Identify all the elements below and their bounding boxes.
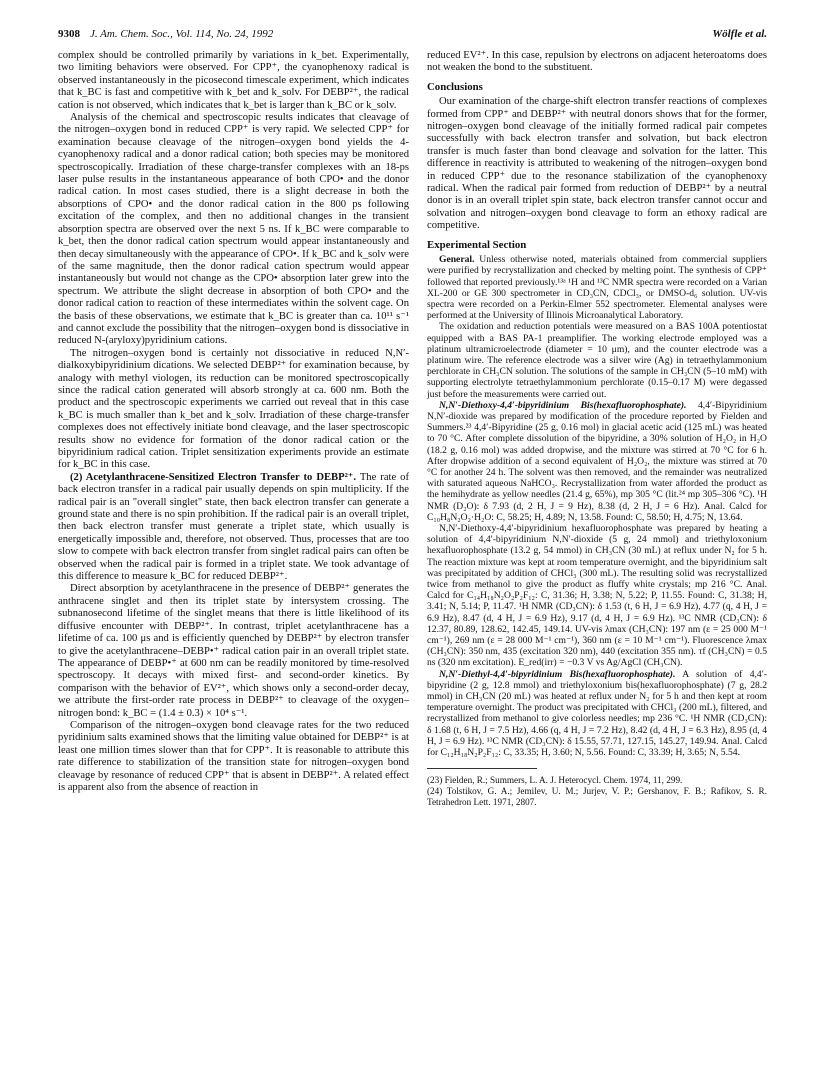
- section-heading-experimental: Experimental Section: [427, 238, 527, 251]
- paragraph: Our examination of the charge-shift electron transfer reactions of complexes formed from CPP⁺ and DEBP²⁺ with neutral donors shows that for the former, nitrogen–oxygen bond cleavage of the initially formed radical pair competes successfully with back electron transfer and solvation, but back electron transfer is much faster than bond cleavage and solvation for the latter. This difference in reactivity is attributed to weakening of the nitrogen–oxygen bond in reduced CPP⁺ due to the resonance stabilization of the cyanophenoxy radical. When the radical pair formed from reduction of DEBP²⁺ by a neutral donor is in an overall triplet spin state, back electron transfer cannot occur and solvation and nitrogen–oxygen bond cleavage to form an ethoxy radical are competitive.: [427, 96, 767, 232]
- experimental-body: [427, 254, 767, 758]
- paragraph: Comparison of the nitrogen–oxygen bond cleavage rates for the two reduced pyridinium salts examined shows that the limiting value obtained for DEBP²⁺ is at least one million times slower than that for CPP⁺. It is reasonable to attribute this rate difference to stabilization of the transition state for nitrogen–oxygen bond cleavage by resonance of reduced CPP⁺ that is absent in DEBP²⁺. A related effect is apparent also from the absence of reaction in: [58, 719, 409, 793]
- paragraph-text: 4,4′-Bipyridinium N,N′-dioxide was prepared by modification of the procedure reported by Fielden and Summers.²³ 4,4′-Bipyridine (25 g, 0.16 mol) in glacial acetic acid (125 mL) was heated to 70 °C. After complete dissolution of the bipyridine, a 30% solution of H₂O₂ in H₂O (18.2 g, 0.16 mol) was added dropwise, and the mixture was stirred at 70 °C for 6 h. After dropwise addition of a second equivalent of H₂O₂, the mixture was stirred at 70 °C for another 24 h. The solvent was then removed, and the remainder was neutralized with saturated aqueous NaHCO₃. Recrystallization from water afforded the product as the hemihydrate as yellow needles (21.4 g, 65%), mp 305 °C (lit.²⁴ mp 305–306 °C). ¹H NMR (D₂O): δ 7.93 (d, 2 H, J = 9 Hz), 8.38 (d, 2 H, J = 6 Hz). Anal. Calcd for C₁₀H₈N₂O₂·H₂O: C, 58.25; H, 4.89; N, 13.58. Found: C, 58.50; H, 4.75; N, 13.64.: [427, 399, 767, 523]
- runin-heading: N,N′-Diethyl-4,4′-bipyridinium Bis(hexafluorophosphate).: [439, 668, 676, 680]
- paragraph: The nitrogen–oxygen bond is certainly not dissociative in reduced N,N′-dialkoxybipyridinium dications. We selected DEBP²⁺ for examination because, by analogy with methyl viologen, its reduction can be monitored spectroscopically since the radical cation generated will absorb strongly at ca. 600 nm. Both the product and the spectroscopic experiments we carried out reveal that in this case k_BC is much smaller than k_bet and k_solv. Irradiation of these charge-transfer complexes does not effectively initiate bond cleavage, and the laser spectroscopic results show no evidence for formation of the donor radical cation or the bipyridinium radical cation. Triplet sensitization experiments provide an estimate for k_BC in this case.: [58, 347, 409, 471]
- journal-citation: J. Am. Chem. Soc., Vol. 114, No. 24, 1992: [90, 28, 274, 40]
- paragraph: [427, 669, 767, 759]
- paragraph-text: Unless otherwise noted, materials obtained from commercial suppliers were purified by recrystallization and checked by melting point. The synthesis of CPP⁺ followed that reported previously.¹³ᵃ ¹H and ¹³C NMR spectra were recorded on a Varian XL-200 or GE 300 spectrometer in CD₃CN, CDCl₃, or DMSO-d₆ solution. UV-vis spectra were recorded on a Perkin-Elmer 552 spectrometer. Elemental analyses were performed at the University of Illinois Microanalytical Laboratory.: [427, 254, 767, 322]
- runin-heading: N,N′-Diethoxy-4,4′-bipyridinium Bis(hexafluorophosphate).: [439, 399, 687, 411]
- paragraph: [427, 254, 767, 321]
- footnote-reference-24: (24) Tolstikov, G. A.; Jemilev, U. M.; Jurjev, V. P.; Gershanov, F. B.; Rafikov, S. R. Tetrahedron Lett. 1971, 2807.: [427, 786, 767, 808]
- header-left: [58, 28, 273, 40]
- running-header: [58, 28, 767, 46]
- paragraph-text: The rate of back electron transfer in a radical pair usually depends on spin multiplicity. If the radical pair is an "overall singlet" state, then back electron transfer can generate a ground state and there is no spin prohibition. If the radical pair is an overall triplet, then back electron transfer must generate a triplet state, which usually is energetically impossible and, therefore, not observed. Thus, processes that are too slow to compete with back electron transfer from singlet radical pairs can often be observed when the radical pair is formed in a triplet state. We took advantage of this difference to measure k_BC for reduced DEBP²⁺.: [58, 471, 409, 583]
- subsection-heading: (2) Acetylanthracene-Sensitized Electron Transfer to DEBP²⁺.: [70, 471, 357, 483]
- paragraph-text: A solution of 4,4′-bipyridine (2 g, 12.8 mmol) and triethyloxonium bis(hexafluorophosphate) (7 g, 28.2 mmol) in CH₃CN (20 mL) was heated at reflux under N₂ for 5 h and then kept at room temperature overnight. The product was precipitated with CHCl₃ (200 mL), filtered, and recrystallized from methanol to give colorless needles; mp 236 °C. ¹H NMR (CD₃CN): δ 1.68 (t, 6 H, J = 7.5 Hz), 4.66 (q, 4 H, J = 7.2 Hz), 8.42 (d, 4 H, J = 6.3 Hz), 8.95 (d, 4 H, J = 6.9 Hz). ¹³C NMR (CD₃CN): δ 15.55, 57.71, 127.15, 145.27, 149.94. Anal. Calcd for C₁₂H₁₈N₂P₂F₁₂: C, 33.35; H, 3.60; N, 5.56. Found: C, 33.39; H, 3.65; N, 5.54.: [427, 668, 767, 759]
- paragraph: N,N′-Diethoxy-4,4′-bipyridinium hexafluorophosphate was prepared by heating a solution of 4,4′-bipyridinium N,N′-dioxide (5 g, 24 mmol) and triethyloxonium hexafluorophosphate (13.2 g, 54 mmol) in CH₃CN (30 mL) at reflux under N₂ for 5 h. The reaction mixture was kept at room temperature overnight, and the bipyridinium salt was precipitated by addition of CHCl₃ (300 mL). The resulting solid was recrystallized twice from methanol to give the product as fluffy white crystals; mp 216 °C. Anal. Calcd for C₁₄H₁₈N₂O₂P₂F₁₂: C, 31.36; H, 3.38; N, 5.22; P, 11.55. Found: C, 31.38; H, 3.41; N, 5.14; P, 11.47. ¹H NMR (CD₃CN): δ 1.53 (t, 6 H, J = 6.9 Hz), 4.77 (q, 4 H, J = 6.9 Hz), 8.47 (d, 4 H, J = 6.9 Hz), 9.17 (d, 4 H, J = 6.9 Hz). ¹³C NMR (CD₃CN): δ 12.37, 80.89, 128.62, 142.45, 149.14. UV-vis λmax (CH₃CN): 197 nm (ε = 25 000 M⁻¹ cm⁻¹), 269 nm (ε = 28 000 M⁻¹ cm⁻¹), 360 nm (ε = 10 M⁻¹ cm⁻¹). Fluorescence λmax (CH₃CN): 350 nm, 435 (excitation 320 nm), 440 (excitation 355 nm). τf (CH₃CN) = 0.5 ns (320 nm excitation). E_red(irr) = −0.3 V vs Ag/AgCl (CH₃CN).: [427, 522, 767, 669]
- paragraph: Analysis of the chemical and spectroscopic results indicates that cleavage of the nitrogen–oxygen bond in reduced CPP⁺ is very rapid. We selected CPP⁺ for examination because cleavage of the nitrogen–oxygen bond yields the 4-cyanophenoxy radical and a donor radical cation; both species may be monitored spectroscopically. Irradiation of these charge-transfer complexes with an 18-ps laser pulse results in the instantaneous appearance of both CPO• and the donor radical cation. In most cases studied, there is a slight decrease in both the absorptions of CPO• and the donor radical cation in the 800 ps following excitation of the complex, and then no additional changes in the transient absorption spectra are observed over the next 5 ns. If k_BC were comparable to k_bet, then the donor radical cation spectrum would appear instantaneously and then decay simultaneously with the appearance of CPO•. If k_BC and k_solv were of the same magnitude, then the donor radical cation spectrum would appear instantaneously but would not change as the CPO• absorption later grew into the spectrum. We attribute the slight decrease in absorption of both CPO• and the donor radical cation to reaction of these intermediates within the solvent cage. On the basis of these observations, we estimate that k_BC is greater than ca. 10¹¹ s⁻¹ and cannot exclude the possibility that the nitrogen–oxygen bond is dissociative in reduced N-(aryloxy)pyridinium cations.: [58, 112, 409, 347]
- right-column: [427, 50, 767, 808]
- page-number: 9308: [58, 28, 80, 40]
- paragraph: [427, 400, 767, 523]
- paragraph: reduced EV²⁺. In this case, repulsion by electrons on adjacent heteroatoms does not weaken the bond to the substituent.: [427, 50, 767, 74]
- section-heading-conclusions: Conclusions: [427, 80, 483, 93]
- paragraph: [58, 472, 409, 584]
- paragraph: Direct absorption by acetylanthracene in the presence of DEBP²⁺ generates the anthracene singlet and then its triplet state by intersystem crossing. The subnanosecond lifetime of the singlet means that there is little likelihood of its diffusive encounter with DEBP²⁺. In contrast, triplet acetylanthracene has a lifetime of ca. 100 μs and is efficiently quenched by DEBP²⁺ by electron transfer to give the acetylanthracene–DEBP•⁺ radical cation pair in an overall triplet state. The appearance of DEBP•⁺ at 600 nm can be readily monitored by time-resolved spectroscopy. It decays with mixed first- and second-order kinetics. By comparison with the behavior of EV²⁺, which shows only a second-order decay, we attribute the first-order rate process in DEBP²⁺ to cleavage of the oxygen–nitrogen bond: k_BC = (1.4 ± 0.3) × 10⁴ s⁻¹.: [58, 583, 409, 719]
- runin-heading: General.: [439, 254, 475, 266]
- paragraph: The oxidation and reduction potentials were measured on a BAS 100A potentiostat equipped with a BAS PA-1 preamplifier. The working electrode employed was a platinum ultramicroelectrode (diameter = 10 μm), and the counter electrode was a platinum wire. The reference electrode was a silver wire (Ag) in tetraethylammonium perchlorate in CH₃CN solution. The solutions of the sample in CH₃CN (5–10 mM) with supporting electrolyte tetraethylammonium perchlorate (0.15–0.17 M) were degassed just before the measurements were carried out.: [427, 321, 767, 400]
- footnote-divider: [427, 768, 537, 769]
- footnote-reference-23: (23) Fielden, R.; Summers, L. A. J. Heterocycl. Chem. 1974, 11, 299.: [427, 775, 683, 786]
- paragraph: complex should be controlled primarily by variations in k_bet. Experimentally, two limiting behaviors were observed. For CPP⁺, the cyanophenoxy radical is observed instantaneously in the picosecond timescale experiment, which indicates that k_BC is fast and competitive with k_bet and k_solv. For DEBP²⁺, the radical cation is not observed, which indicates that k_bet is larger than k_BC or k_solv.: [58, 50, 409, 111]
- author-running-head: Wölfle et al.: [712, 28, 767, 40]
- left-column: [58, 50, 409, 794]
